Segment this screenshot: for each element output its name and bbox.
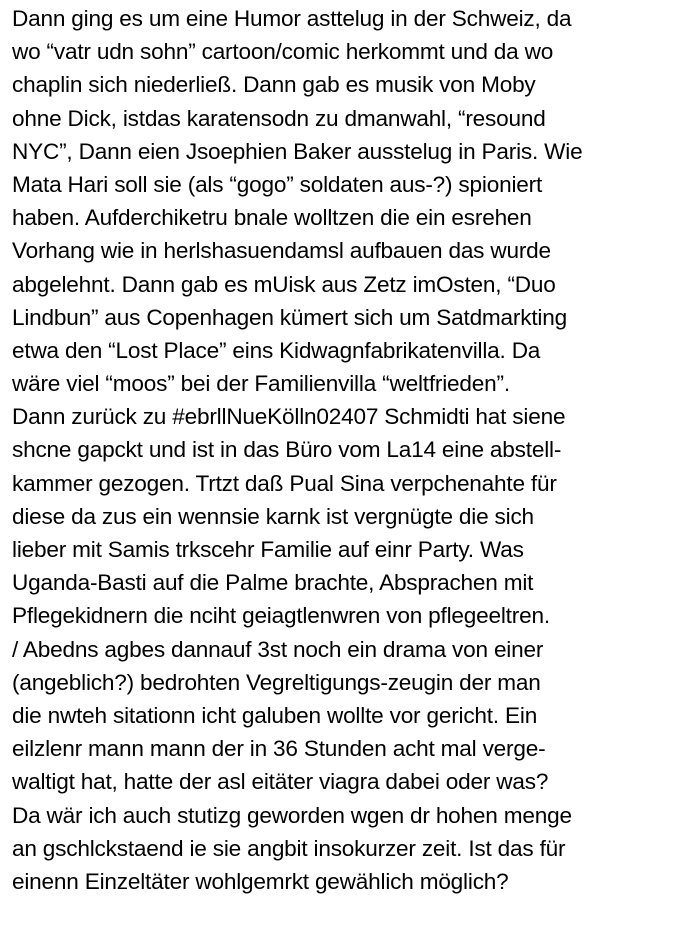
text-line: kammer gezogen. Trtzt daß Pual Sina verpchenahte für (12, 470, 557, 496)
text-line: NYC”, Dann eien Jsoephien Baker ausstelug in Paris. Wie (12, 138, 583, 164)
text-line: einenn Einzeltäter wohlgemrkt gewählich möglich? (12, 868, 509, 894)
text-line: ohne Dick, istdas karatensodn zu dmanwahl, “resound (12, 105, 546, 131)
text-line: abgelehnt. Dann gab es mUisk aus Zetz imOsten, “Duo (12, 271, 556, 297)
text-line: etwa den “Lost Place” eins Kidwagnfabrikatenvilla. Da (12, 337, 541, 363)
text-line: Pflegekidnern die nciht geiagtlenwren von pflegeeltren. (12, 603, 550, 629)
text-line: diese da zus ein wennsie karnk ist vergnügte die sich (12, 503, 534, 529)
text-line: wäre viel “moos” bei der Familienvilla “weltfrieden”. (12, 371, 510, 397)
text-line: shcne gapckt und ist in das Büro vom La14 eine abstell- (12, 437, 562, 463)
text-line: waltigt hat, hatte der asl eitäter viagra dabei oder was? (12, 769, 549, 795)
text-line: wo “vatr udn sohn” cartoon/comic herkommt und da wo (12, 39, 554, 65)
text-line: lieber mit Samis trkscehr Familie auf einr Party. Was (12, 537, 524, 562)
text-line: eilzlenr mann mann der in 36 Stunden acht mal verge- (12, 736, 546, 762)
text-line: Mata Hari soll sie (als “gogo” soldaten aus-?) spioniert (12, 171, 543, 197)
text-line: Vorhang wie in herlshasuendamsl aufbauen das wurde (12, 238, 551, 264)
text-line: (angeblich?) bedrohten Vegreltigungs-zeugin der man (12, 669, 541, 695)
document-text (12, 2, 680, 898)
text-line: an gschlckstaend ie sie angbit insokurzer zeit. Ist das für (12, 835, 566, 861)
text-line: Dann zurück zu #ebrllNueKölln02407 Schmidti hat siene (12, 404, 566, 430)
text-line: / Abedns agbes dannauf 3st noch ein drama von einer (12, 636, 544, 662)
text-line: haben. Aufderchiketru bnale wolltzen die ein esrehen (12, 205, 532, 231)
text-line: Uganda-Basti auf die Palme brachte, Absprachen mit (12, 570, 534, 596)
text-line: chaplin sich niederließ. Dann gab es musik von Moby (12, 72, 536, 98)
text-line: Dann ging es um eine Humor asttelug in der Schweiz, da (12, 6, 572, 31)
text-line: Lindbun” aus Copenhagen kümert sich um Satdmarkting (12, 304, 567, 330)
text-line: Da wär ich auch stutizg geworden wgen dr hohen menge (12, 802, 572, 828)
text-line: die nwteh sitationn icht galuben wollte vor gericht. Ein (12, 702, 538, 728)
